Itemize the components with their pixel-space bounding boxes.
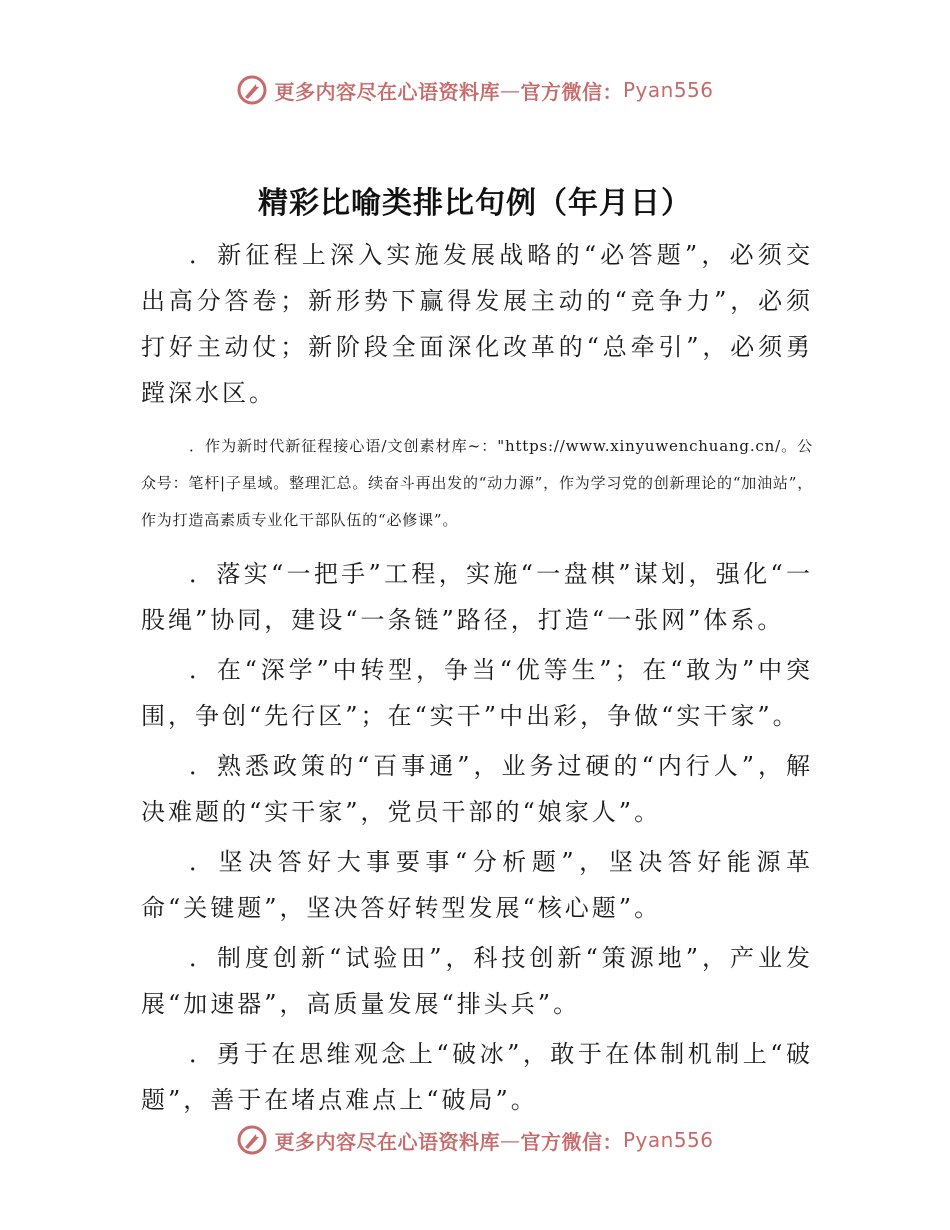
banner-wechat-id: Pyan556 (622, 1128, 714, 1152)
paragraph: ．熟悉政策的“百事通”，业务过硬的“内行人”，解决难题的“实干家”，党员干部的“娘家人”。 (141, 752, 813, 826)
paragraph: ．制度创新“试验田”，科技创新“策源地”，产业发展“加速器”，高质量发展“排头兵”。 (141, 944, 813, 1018)
banner-wechat-label: 官方微信： (520, 79, 623, 104)
paragraph: ．落实“一把手”工程，实施“一盘棋”谋划，强化“一股绳”协同，建设“一条链”路径，打造“一张网”体系。 (141, 560, 813, 634)
paragraph: ．新征程上深入实施发展战略的“必答题”，必须交出高分答卷；新形势下赢得发展主动的“竞争力”，必须打好主动仗；新阶段全面深化改革的“总牵引”，必须勇蹚深水区。 (141, 241, 813, 407)
paragraph: ．坚决答好大事要事“分析题”，坚决答好能源革命“关键题”，坚决答好转型发展“核心题”。 (141, 848, 813, 922)
paragraph-small: ．作为新时代新征程接心语/文创素材库~："https://www.xinyuwenchuang.cn/。公众号：笔杆|子星域。整理汇总。续奋斗再出发的“动力源”，作为学习党的创新理论的“加油站”，作为打造高素质专业化干部队伍的“必修课”。 (141, 437, 813, 529)
document-title: 精彩比喻类排比句例（年月日） (258, 186, 692, 221)
pen-nib-circle-icon (236, 1124, 268, 1156)
document-body (141, 232, 813, 1127)
paragraph: ．勇于在思维观念上“破冰”，敢于在体制机制上“破题”，善于在堵点难点上“破局”。 (141, 1040, 813, 1114)
banner-separator: — (499, 78, 521, 102)
banner-separator: — (499, 1128, 521, 1152)
banner-brand-text: 更多内容尽在心语资料库 (274, 1129, 500, 1154)
banner-wechat-label: 官方微信： (520, 1129, 623, 1154)
banner-wechat-id: Pyan556 (622, 78, 714, 102)
banner-brand-text: 更多内容尽在心语资料库 (274, 79, 500, 104)
paragraph: ．在“深学”中转型，争当“优等生”；在“敢为”中突围，争创“先行区”；在“实干”中出彩，争做“实干家”。 (141, 656, 813, 730)
pen-nib-circle-icon (236, 74, 268, 106)
footer-watermark-banner (0, 1120, 950, 1160)
header-watermark-banner (0, 70, 950, 110)
